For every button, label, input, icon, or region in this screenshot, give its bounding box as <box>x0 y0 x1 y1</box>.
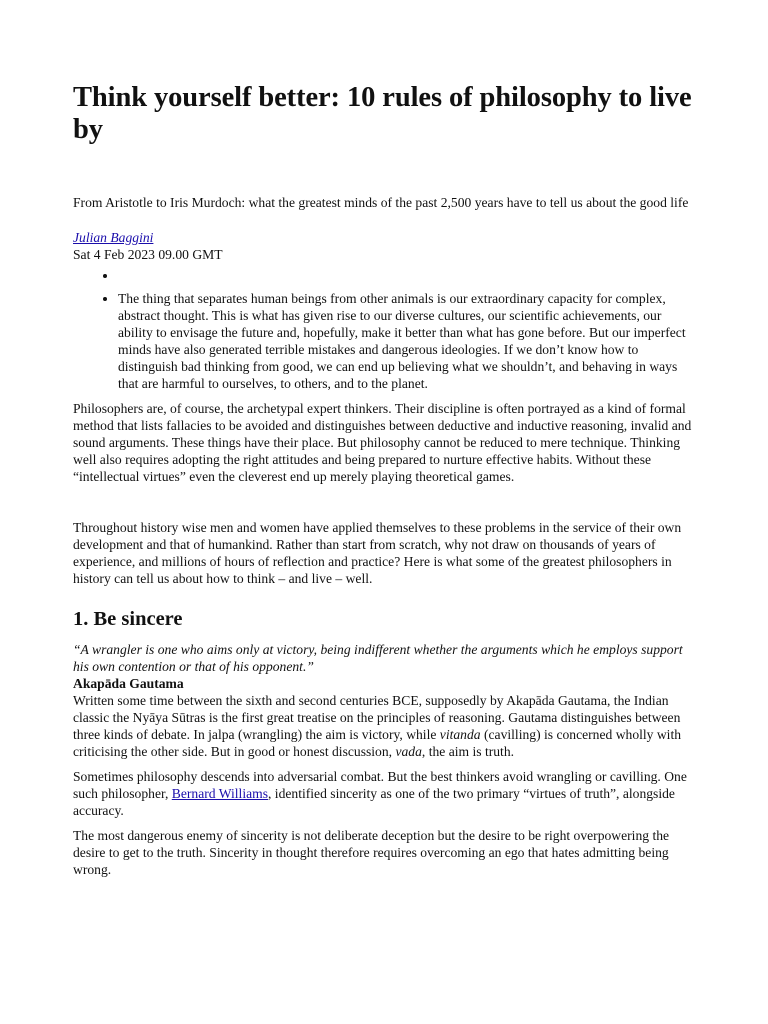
list-item: • The thing that separates human beings from other animals is our extraordinary capacity for complex, abstract thought. This is what has given rise to our diverse cultures, our scientific achievements, our ability to envisage the future and, hopefully, make it better than what has gone before. But our imperfect minds have also generated terrible mistakes and dangerous ideologies. If we don’t know how to distinguish bad thinking from good, we can end up believing what we shouldn’t, and behaving in ways that are harmful to ourselves, to others, and to the planet. <box>118 290 695 392</box>
term-vitanda: vitanda <box>439 727 481 742</box>
text-span: (cavilling) is concerned wholly with criticising the other side. But in good or honest discussion, <box>73 727 682 759</box>
text-span: , identified sincerity as one of the two primary “virtues of truth”, alongside accuracy. <box>73 786 675 818</box>
paragraph-adversarial <box>73 768 695 819</box>
paragraph-philosophers: Philosophers are, of course, the archetypal expert thinkers. Their discipline is often portrayed as a kind of formal method that lists fallacies to be avoided and distinguishes between deductive and inductive reasoning, invalid and sound arguments. These things have their place. But philosophy cannot be reduced to mere technique. Thinking well also requires adopting the right attitudes and being prepared to nurture effective habits. Without these “intellectual virtues” even the cleverest end up merely playing theoretical games. <box>73 401 692 484</box>
author-link[interactable]: Julian Baggini <box>73 230 154 245</box>
text-span: Sometimes philosophy descends into adversarial combat. But the best thinkers avoid wrangling or cavilling. One such philosopher, <box>73 769 687 801</box>
paragraph-sincerity-enemy: The most dangerous enemy of sincerity is not deliberate deception but the desire to be right overpowering the desire to get to the truth. Sincerity in thought therefore requires overcoming an ego that hates admitting being wrong. <box>73 828 670 877</box>
article-content <box>73 82 695 878</box>
article-standfirst: From Aristotle to Iris Murdoch: what the greatest minds of the past 2,500 years have to tell us about the good life <box>73 195 689 210</box>
publish-date: Sat 4 Feb 2023 09.00 GMT <box>73 247 223 262</box>
intro-bullet-list <box>73 267 695 392</box>
paragraph-nyaya-sutras <box>73 692 695 760</box>
paragraph-history: Throughout history wise men and women have applied themselves to these problems in the service of their own development and that of humankind. Rather than start from scratch, why not draw on thousands of years of experience, and millions of hours of reflection and practice? Here is what some of the greatest philosophers in history can tell us about how to think – and live – well. <box>73 520 682 586</box>
term-vada: vada <box>395 744 422 759</box>
text-span: Written some time between the sixth and second centuries BCE, supposedly by Akapāda Gautama, the Indian classic the Nyāya Sūtras is the first great treatise on the principles of reasoning. Gautama distinguishes between three kinds of debate. In jalpa (wrangling) the aim is victory, while <box>73 693 681 742</box>
pull-quote: “A wrangler is one who aims only at victory, being indifferent whether the arguments which he employs support his own contention or that of his opponent.” <box>73 642 683 674</box>
list-item <box>118 267 695 284</box>
section-heading-be-sincere: 1. Be sincere <box>73 608 183 630</box>
bernard-williams-link[interactable]: Bernard Williams <box>171 786 268 801</box>
text-span: , the aim is truth. <box>421 744 515 759</box>
article-title: Think yourself better: 10 rules of philosophy to live by <box>73 82 692 145</box>
quote-attribution: Akapāda Gautama <box>73 676 184 691</box>
byline <box>73 229 695 246</box>
